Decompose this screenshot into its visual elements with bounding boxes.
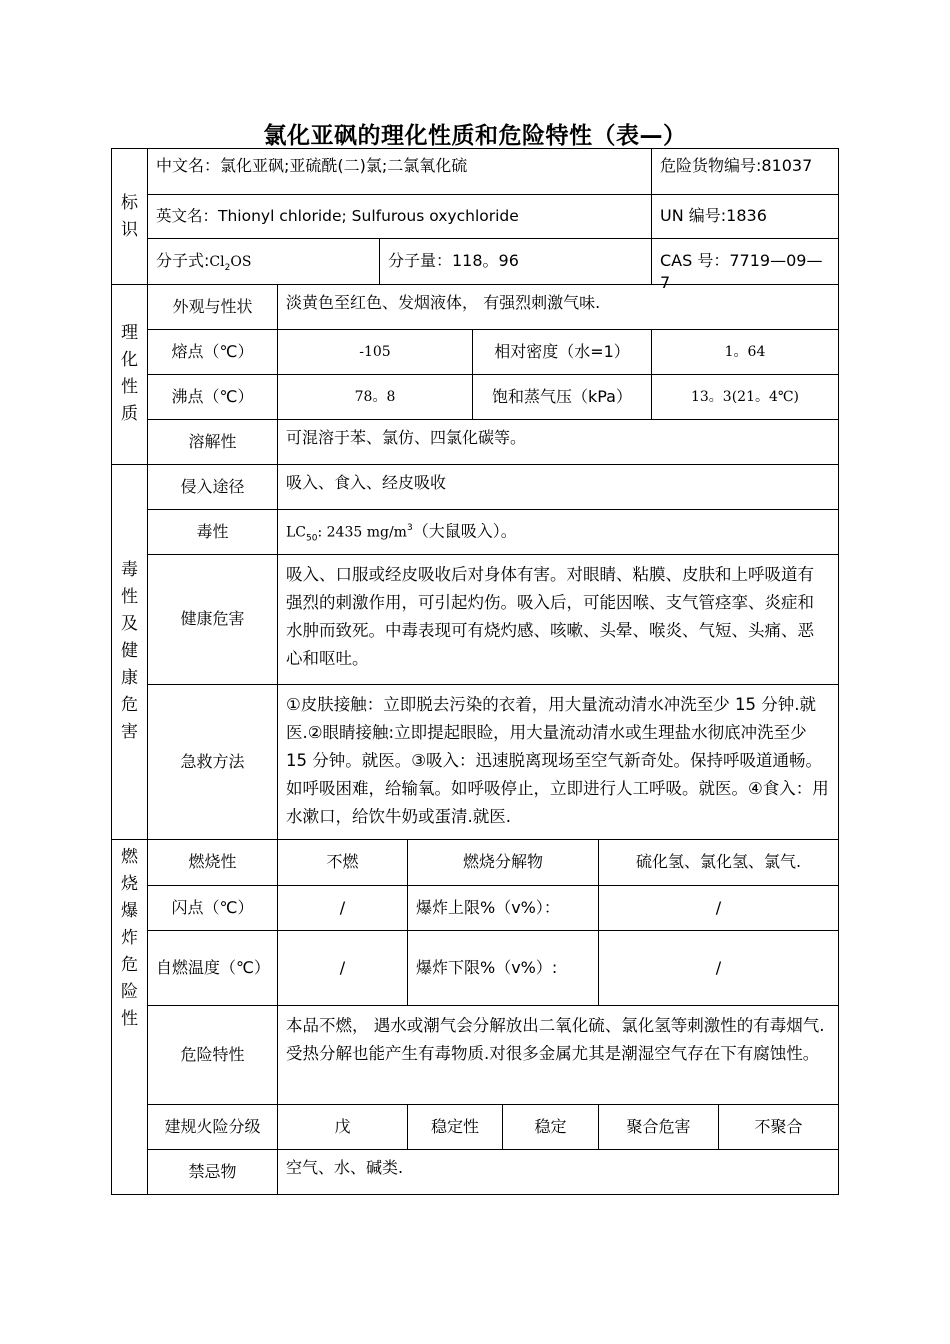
appearance-label: 外观与性状 — [172, 296, 253, 316]
melting-point-label: 熔点（℃） — [171, 341, 254, 361]
property-table — [111, 148, 839, 1195]
section-label-toxicity: 毒性及健康危害 — [121, 560, 138, 742]
route-value: 吸入、食入、经皮吸收 — [286, 473, 447, 492]
decomposition-value: 硫化氢、氯化氢、氯气. — [635, 852, 802, 871]
cn-name: 中文名：氯化亚砜;亚硫酰(二)氯;二氯氧化硫 — [156, 156, 468, 175]
section-label-physchem: 理化性质 — [121, 323, 138, 424]
solubility-value: 可混溶于苯、氯仿、四氯化碳等。 — [286, 428, 527, 447]
autoignition-label: 自燃温度（℃） — [156, 957, 270, 977]
page-title: 氯化亚砜的理化性质和危险特性（表—） — [263, 123, 687, 149]
health-hazard-value: 吸入、口服或经皮吸收后对身体有害。对眼睛、粘膜、皮肤和上呼吸道有强烈的刺激作用，可引起灼伤。吸入后，可能因喉、支气管痉挛、炎症和水肿而致死。中毒表现可有烧灼感、咳嗽、头晕、喉炎、气短、头痛、恶心和呕吐。 — [286, 565, 814, 668]
incompatible-value: 空气、水、碱类. — [286, 1158, 404, 1177]
en-name: 英文名：Thionyl chloride; Sulfurous oxychloride — [156, 207, 519, 225]
melting-point-value: -105 — [359, 343, 391, 360]
hazard-property-value: 本品不燃， 遇水或潮气会分解放出二氧化硫、氯化氢等刺激性的有毒烟气.受热分解也能产生有毒物质.对很多金属尤其是潮湿空气存在下有腐蚀性。 — [286, 1016, 825, 1063]
density-value: 1。64 — [724, 343, 766, 360]
section-label-fire: 燃烧爆炸危险性 — [121, 847, 138, 1029]
upper-limit-label: 爆炸上限%（v%）： — [416, 897, 560, 917]
hazard-goods-number: 危险货物编号:81037 — [660, 156, 813, 175]
first-aid-value: ①皮肤接触：立即脱去污染的衣着，用大量流动清水冲洗至少 15 分钟.就医.②眼睛接触:立即提起眼睑，用大量流动清水或生理盐水彻底冲洗至少 15 分钟。就医。③吸入：迅速脱离现场至空气新奇处。保持呼吸道通畅。如呼吸困难，给输氧。如呼吸停止，立即进行人工呼吸。就医。④食入：用水漱口，给饮牛奶或蛋清.就医. — [286, 695, 829, 826]
fire-class-value: 戊 — [334, 1116, 351, 1136]
lower-limit-value: / — [715, 957, 722, 977]
density-label: 相对密度（水=1） — [494, 341, 630, 361]
hazard-property-label: 危险特性 — [180, 1044, 245, 1064]
flash-point-label: 闪点（℃） — [171, 897, 254, 917]
autoignition-value: / — [339, 957, 346, 977]
cas-number: CAS 号：7719—09—7 — [660, 251, 823, 292]
upper-limit-value: / — [715, 897, 722, 917]
stability-value: 稳定 — [534, 1116, 567, 1136]
incompatible-label: 禁忌物 — [188, 1161, 237, 1181]
flammability-value: 不燃 — [326, 852, 359, 871]
toxicity-label: 毒性 — [196, 521, 229, 541]
polymerization-value: 不聚合 — [754, 1116, 803, 1136]
lower-limit-label: 爆炸下限%（v%）: — [416, 957, 558, 977]
decomposition-label: 燃烧分解物 — [462, 852, 543, 871]
boiling-point-label: 沸点（℃） — [171, 386, 254, 406]
appearance-value: 淡黄色至红色、发烟液体， 有强烈刺激气味. — [286, 293, 601, 312]
first-aid-label: 急救方法 — [180, 751, 245, 771]
boiling-point-value: 78。8 — [354, 388, 396, 405]
un-number: UN 编号:1836 — [660, 206, 767, 225]
solubility-label: 溶解性 — [188, 431, 237, 451]
flash-point-value: / — [339, 897, 346, 917]
health-hazard-label: 健康危害 — [180, 609, 245, 628]
vapor-pressure-value: 13。3(21。4℃) — [690, 388, 800, 405]
stability-label: 稳定性 — [430, 1116, 479, 1136]
toxicity-value: $LC_{50}$: 2435 $mg/m^3$（大鼠吸入）。 — [286, 521, 517, 544]
vapor-pressure-label: 饱和蒸气压（kPa） — [491, 386, 632, 406]
flammability-label: 燃烧性 — [188, 852, 237, 871]
route-label: 侵入途径 — [180, 476, 245, 496]
molecular-formula: 分子式$:Cl_2OS$ — [156, 251, 252, 274]
polymerization-label: 聚合危害 — [626, 1116, 691, 1136]
molecular-weight: 分子量：118。96 — [388, 251, 519, 270]
section-label-identity: 标识 — [121, 192, 138, 240]
fire-class-label: 建规火险分级 — [164, 1116, 261, 1136]
